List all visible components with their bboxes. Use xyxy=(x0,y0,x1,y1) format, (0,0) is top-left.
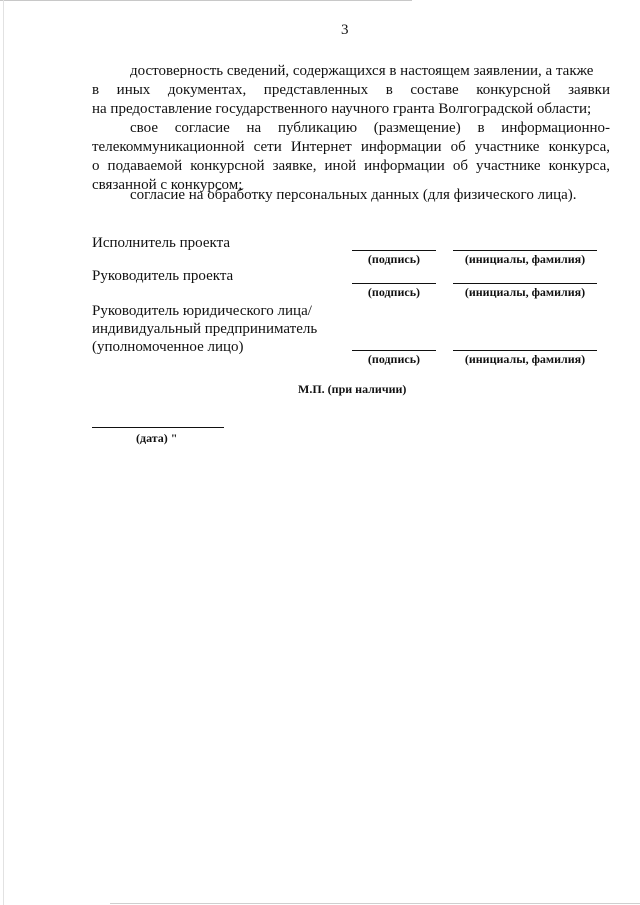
legal-head-name-caption: (инициалы, фамилия) xyxy=(464,352,586,366)
legal-head-signature-caption: (подпись) xyxy=(367,352,421,366)
paragraph-line: телекоммуникационной сети Интернет информации об участнике конкурса, xyxy=(92,139,610,155)
paragraph-line: на предоставление государственного научного гранта Волгоградской области; xyxy=(92,101,592,117)
scan-edge-top xyxy=(0,0,412,1)
legal-head-name-line xyxy=(453,350,597,351)
legal-head-label-line1: Руководитель юридического лица/ xyxy=(92,303,312,319)
paragraph-personal-data-consent xyxy=(92,186,610,205)
executor-signature-line xyxy=(352,250,436,251)
executor-label: Исполнитель проекта xyxy=(92,235,231,251)
stamp-note: М.П. (при наличии) xyxy=(298,382,407,396)
project-head-label: Руководитель проекта xyxy=(92,268,234,284)
executor-name-caption: (инициалы, фамилия) xyxy=(464,252,586,266)
date-caption: (дата) " xyxy=(136,431,178,445)
paragraph-line: о подаваемой конкурсной заявке, иной информации об участнике конкурса, xyxy=(92,158,610,174)
scan-edge-left xyxy=(3,0,4,905)
executor-name-line xyxy=(453,250,597,251)
paragraph-reliability xyxy=(92,62,610,119)
date-line xyxy=(92,427,224,428)
page-number: 3 xyxy=(341,22,349,38)
paragraph-line: в иных документах, представленных в составе конкурсной заявки xyxy=(92,82,610,98)
legal-head-signature-line xyxy=(352,350,436,351)
legal-head-label-line3: (уполномоченное лицо) xyxy=(92,339,244,355)
project-head-name-line xyxy=(453,283,597,284)
project-head-name-caption: (инициалы, фамилия) xyxy=(464,285,586,299)
paragraph-line: достоверность сведений, содержащихся в настоящем заявлении, а также xyxy=(130,63,594,79)
paragraph-line: согласие на обработку персональных данных (для физического лица). xyxy=(130,187,577,203)
project-head-signature-caption: (подпись) xyxy=(367,285,421,299)
paragraph-publication-consent xyxy=(92,119,610,195)
executor-signature-caption: (подпись) xyxy=(367,252,421,266)
scan-edge-bottom xyxy=(110,903,640,904)
legal-head-label-line2: индивидуальный предприниматель xyxy=(92,321,318,337)
project-head-signature-line xyxy=(352,283,436,284)
paragraph-line: свое согласие на публикацию (размещение) в информационно- xyxy=(130,120,610,136)
paragraph-line: связанной с конкурсом; xyxy=(92,177,243,193)
